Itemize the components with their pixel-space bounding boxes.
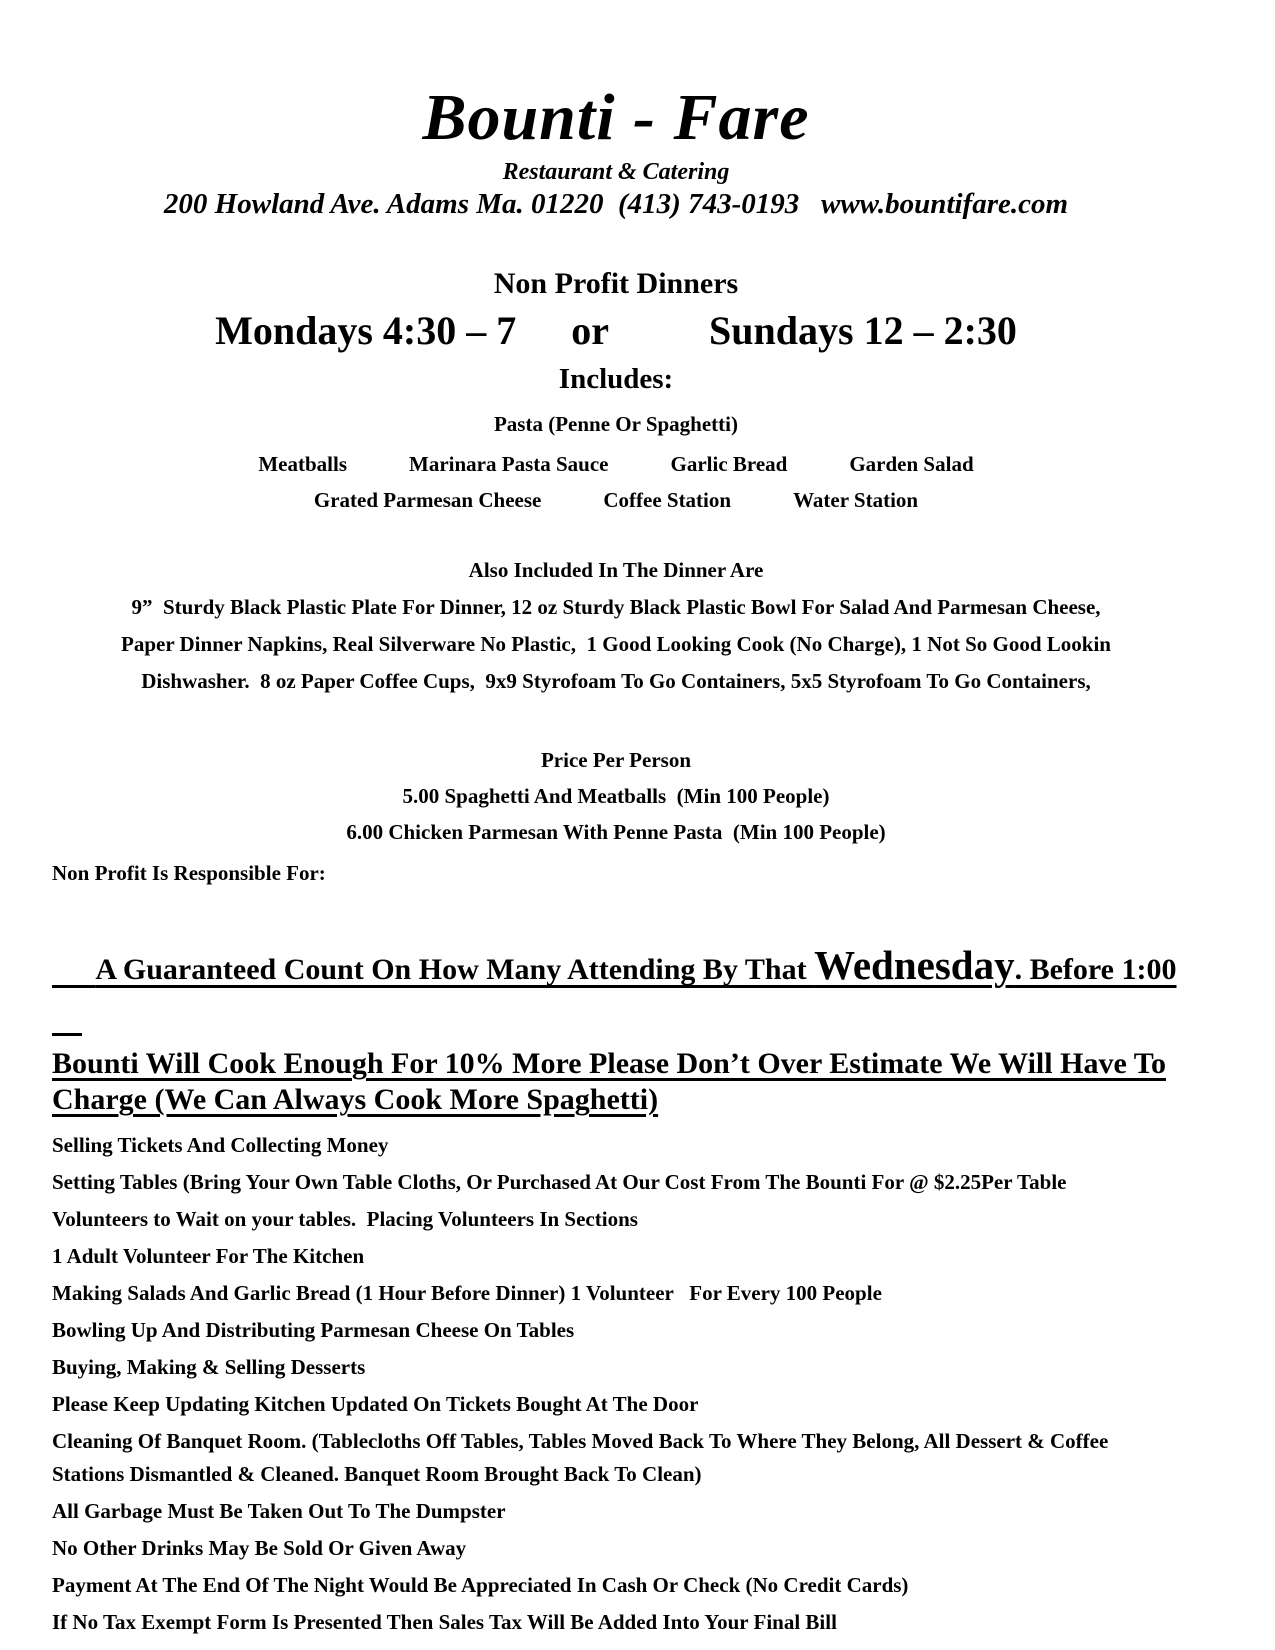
guarantee-text-after: . Before 1:00 — [1014, 953, 1177, 987]
pricing-item: 5.00 Spaghetti And Meatballs (Min 100 People) — [402, 784, 830, 809]
also-included-line: Paper Dinner Napkins, Real Silverware No Plastic, 1 Good Looking Cook (No Charge), 1 Not So Good Lookin — [121, 632, 1111, 657]
responsibility-item: Bowling Up And Distributing Parmesan Cheese On Tables — [52, 1318, 575, 1343]
also-included-heading: Also Included In The Dinner Are — [468, 558, 764, 583]
includes-item: Marinara Pasta Sauce — [409, 452, 609, 477]
responsibilities-section — [52, 861, 1180, 1639]
includes-item: Coffee Station — [603, 488, 732, 513]
event-title: Non Profit Dinners — [493, 266, 739, 300]
also-included-section — [52, 558, 1180, 700]
pricing-heading: Price Per Person — [540, 748, 692, 773]
includes-pasta-line: Pasta (Penne Or Spaghetti) — [493, 412, 738, 437]
responsibility-item: Selling Tickets And Collecting Money — [52, 1133, 389, 1158]
responsibility-item: Buying, Making & Selling Desserts — [52, 1355, 366, 1380]
brand-address-line: 200 Howland Ave. Adams Ma. 01220 (413) 743-0193 www.bountifare.com — [163, 187, 1069, 220]
responsibilities-heading: Non Profit Is Responsible For: — [52, 861, 326, 886]
schedule-sunday: Sundays 12 – 2:30 — [709, 307, 1017, 353]
schedule-monday: Mondays 4:30 – 7 — [215, 307, 517, 353]
responsibility-item: If No Tax Exempt Form Is Presented Then Sales Tax Will Be Added Into Your Final Bill — [52, 1610, 837, 1635]
pricing-item: 6.00 Chicken Parmesan With Penne Pasta (Min 100 People) — [346, 820, 886, 845]
guarantee-day-emphasis: Wednesday — [814, 942, 1015, 989]
includes-item: Grated Parmesan Cheese — [313, 488, 542, 513]
responsibility-item: All Garbage Must Be Taken Out To The Dumpster — [52, 1499, 506, 1524]
responsibility-item: Making Salads And Garlic Bread (1 Hour Before Dinner) 1 Volunteer For Every 100 People — [52, 1281, 882, 1306]
responsibility-item: No Other Drinks May Be Sold Or Given Away — [52, 1536, 467, 1561]
guarantee-text-before: A Guaranteed Count On How Many Attending By That — [95, 953, 815, 987]
responsibilities-list — [52, 1129, 1180, 1639]
event-section — [52, 267, 1180, 513]
also-included-line: Dishwasher. 8 oz Paper Coffee Cups, 9x9 Styrofoam To Go Containers, 5x5 Styrofoam To Go Containers, — [141, 669, 1091, 694]
responsibility-item: Payment At The End Of The Night Would Be Appreciated In Cash Or Check (No Credit Cards) — [52, 1573, 909, 1598]
includes-row-2 — [52, 488, 1180, 512]
cook-note-line: Bounti Will Cook Enough For 10% More Please Don’t Over Estimate We Will Have To Charge (We Can Always Cook More Spaghetti) — [52, 1047, 1166, 1117]
includes-label: Includes: — [558, 362, 674, 395]
responsibility-item: Volunteers to Wait on your tables. Placing Volunteers In Sections — [52, 1207, 638, 1232]
includes-item: Water Station — [793, 488, 919, 513]
includes-item: Garlic Bread — [670, 452, 788, 477]
guarantee-count-line — [52, 893, 1180, 1042]
brand-title: Bounti - Fare — [422, 81, 810, 154]
responsibility-item: 1 Adult Volunteer For The Kitchen — [52, 1244, 365, 1269]
also-included-lines — [52, 589, 1180, 700]
schedule-separator: or — [571, 307, 610, 353]
responsibility-item: Cleaning Of Banquet Room. (Tablecloths Off Tables, Tables Moved Back To Where They Belong, All Dessert & Coffee Stations Dismantled & Cleaned. Banquet Room Brought Back To Clean) — [52, 1429, 1114, 1487]
responsibility-item: Please Keep Updating Kitchen Updated On Tickets Bought At The Door — [52, 1392, 699, 1417]
also-included-line: 9” Sturdy Black Plastic Plate For Dinner, 12 oz Sturdy Black Plastic Bowl For Salad And Parmesan Cheese, — [131, 595, 1101, 620]
includes-item: Garden Salad — [849, 452, 974, 477]
brand-subtitle: Restaurant & Catering — [502, 158, 730, 185]
includes-row-1 — [52, 452, 1180, 476]
event-schedule — [52, 308, 1180, 354]
responsibility-item: Setting Tables (Bring Your Own Table Cloths, Or Purchased At Our Cost From The Bounti For @ $2.25Per Table — [52, 1170, 1067, 1195]
includes-item: Meatballs — [258, 452, 348, 477]
flyer-header — [52, 82, 1180, 221]
pricing-section — [52, 748, 1180, 844]
